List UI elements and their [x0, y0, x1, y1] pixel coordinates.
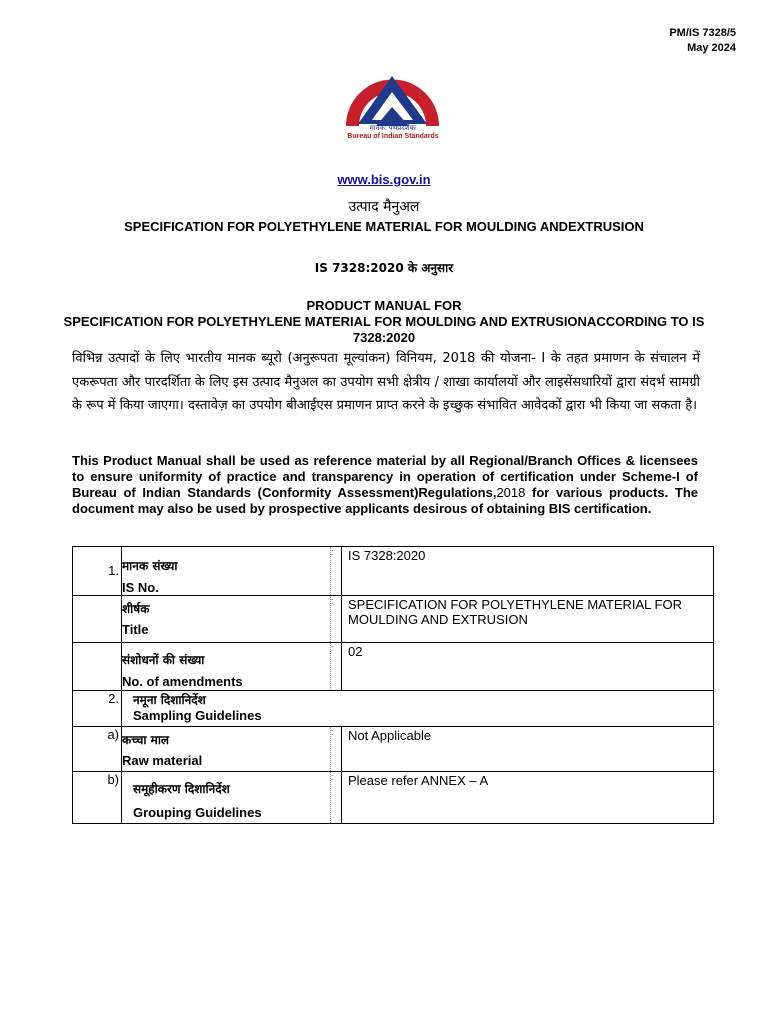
row-number: b): [73, 772, 122, 824]
row-label: [122, 772, 331, 824]
pm-title: SPECIFICATION FOR POLYETHYLENE MATERIAL FOR MOULDING AND EXTRUSIONACCORDING TO IS 7328:2020: [63, 314, 705, 345]
row-separator: :: [331, 643, 342, 691]
logo-caption-english: Bureau of Indian Standards: [347, 133, 439, 140]
specification-title: SPECIFICATION FOR POLYETHYLENE MATERIAL FOR MOULDING ANDEXTRUSION: [124, 219, 644, 234]
label-english: Raw material: [122, 753, 203, 768]
row-separator: :: [331, 596, 342, 643]
row-label: [122, 691, 714, 727]
row-value: IS 7328:2020: [342, 547, 714, 596]
label-hindi: कच्चा माल: [122, 733, 170, 747]
label-english: IS No.: [122, 580, 159, 595]
label-hindi: नमूना दिशानिर्देश: [133, 693, 206, 707]
table-row: [73, 772, 714, 824]
row-label: [122, 727, 331, 772]
table-row: [73, 547, 714, 596]
specification-table: [72, 546, 714, 824]
logo-caption-hindi: मानक: पथप्रदर्शकः: [369, 125, 417, 132]
row-number: [73, 596, 122, 643]
row-label: [122, 596, 331, 643]
row-value: 02: [342, 643, 714, 691]
hindi-title: उत्पाद मैनुअल: [348, 199, 420, 215]
label-hindi: मानक संख्या: [122, 559, 178, 573]
ref-date: May 2024: [687, 42, 736, 54]
row-number: 1.: [73, 547, 122, 596]
english-paragraph-tail: for various products. The document may also be used by prospective applicants desirous of obtaining BIS certification.: [72, 485, 698, 516]
row-number: [73, 643, 122, 691]
label-hindi: समूहीकरण दिशानिर्देश: [133, 782, 230, 796]
label-english: No. of amendments: [122, 674, 243, 689]
ref-code: PM/IS 7328/5: [669, 27, 736, 39]
pm-heading: PRODUCT MANUAL FOR: [306, 298, 462, 313]
row-label: [122, 547, 331, 596]
row-value: SPECIFICATION FOR POLYETHYLENE MATERIAL FOR MOULDING AND EXTRUSION: [342, 596, 714, 643]
english-paragraph-main: This Product Manual shall be used as reference material by all Regional/Branch Offices & licensees to ensure uniformity of practice and transparency in operation of certification under Scheme-I of Bureau of Indian Standards (Conformity Assessment)Regulations,: [72, 453, 698, 500]
table-row: [73, 727, 714, 772]
row-value: Please refer ANNEX – A: [342, 772, 714, 824]
website-link[interactable]: www.bis.gov.in: [337, 172, 431, 187]
label-hindi: शीर्षक: [122, 602, 150, 616]
label-english: Sampling Guidelines: [133, 708, 262, 723]
row-separator: :: [331, 727, 342, 772]
table-row: [73, 691, 714, 727]
row-separator: :: [331, 547, 342, 596]
label-english: Grouping Guidelines: [133, 805, 262, 820]
row-number: 2.: [73, 691, 122, 727]
table-row: [73, 596, 714, 643]
hindi-paragraph: विभिन्न उत्पादों के लिए भारतीय मानक ब्यूरो (अनुरूपता मूल्यांकन) विनियम, 2018 की योजना- I के तहत प्रमाणन के संचालन में एकरूपता और पारदर्शिता के लिए इस उत्पाद मैनुअल का उपयोग सभी क्षेत्रीय / शाखा कार्यालयों और लाइसेंसधारियों द्वारा संदर्भ सामग्री के रूप में किया जाएगा। दस्तावेज़ का उपयोग बीआईएस प्रमाणन प्राप्त करने के इच्छुक संभावित आवेदकों द्वारा भी किया जा सकता है।: [72, 351, 700, 413]
row-value: Not Applicable: [342, 727, 714, 772]
document-reference: [669, 26, 736, 56]
row-label: [122, 643, 331, 691]
label-english: Title: [122, 622, 149, 637]
product-manual-heading: [60, 298, 708, 346]
is-standard-line: IS 7328:2020 के अनुसार: [314, 261, 454, 275]
english-paragraph-year: 2018: [496, 485, 526, 500]
table-row: [73, 643, 714, 691]
row-separator: :: [331, 772, 342, 824]
english-paragraph: [72, 453, 698, 517]
row-number: a): [73, 727, 122, 772]
label-hindi: संशोधनों की संख्या: [122, 653, 205, 667]
